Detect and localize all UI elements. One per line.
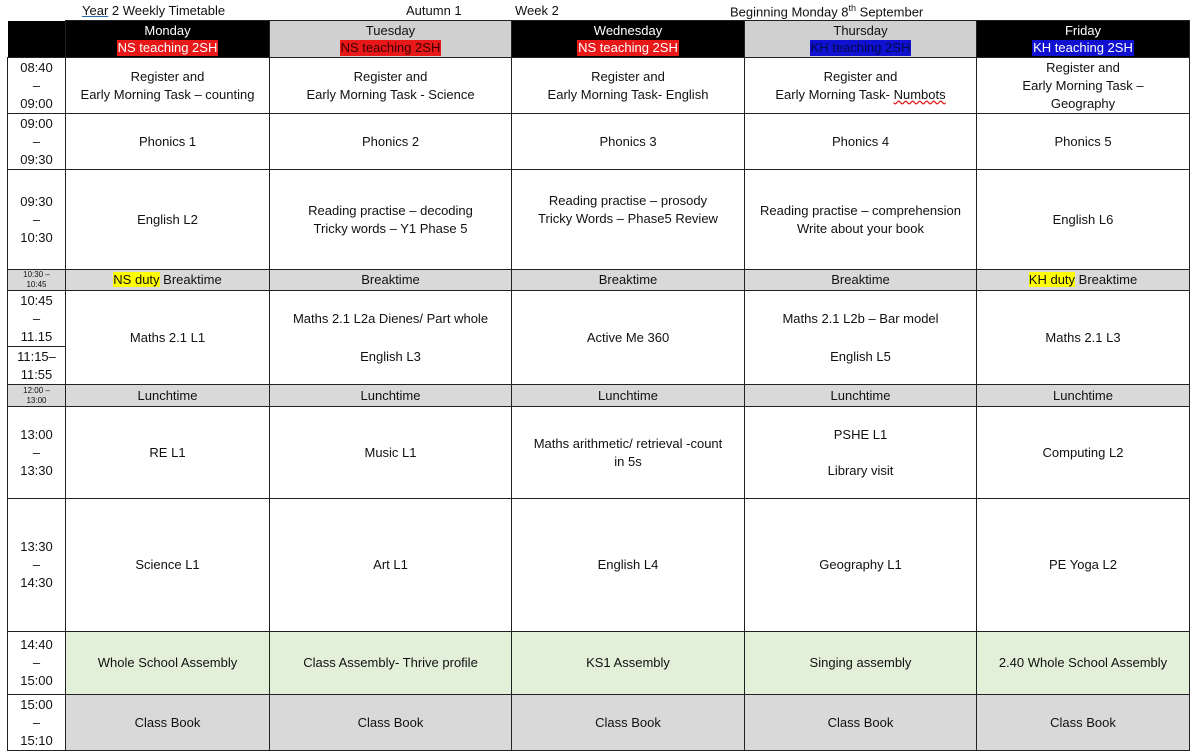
spelling-flag: Numbots [893, 86, 946, 102]
term-label: Autumn 1 [406, 3, 462, 18]
break-cell: Breaktime [745, 270, 977, 291]
teacher-badge: KH teaching 2SH [1033, 40, 1133, 55]
assembly-row [8, 632, 1190, 695]
lesson-cell: Phonics 3 [512, 114, 745, 170]
register-row [8, 58, 1190, 114]
assembly-cell: KS1 Assembly [512, 632, 745, 695]
day-name: Monday [144, 23, 191, 38]
afternoon2-row [8, 499, 1190, 632]
lesson-cell: Phonics 4 [745, 114, 977, 170]
day-name: Friday [1064, 23, 1102, 38]
break-cell: Breaktime [270, 270, 512, 291]
lunch-cell: Lunchtime [745, 385, 977, 407]
teacher-badge: KH teaching 2SH [810, 40, 911, 55]
lesson-cell: English L2 [66, 170, 270, 270]
day-name: Thursday [833, 23, 888, 38]
lesson-cell: Maths 2.1 L2b – Bar model English L5 [745, 291, 977, 385]
lesson-cell: Art L1 [270, 499, 512, 632]
time-slot: 09:00 – 09:30 [8, 114, 66, 170]
lesson-cell: Maths 2.1 L1 [66, 291, 270, 385]
lunch-cell: Lunchtime [512, 385, 745, 407]
title-year-word: Year [82, 3, 109, 18]
lesson-cell: PE Yoga L2 [977, 499, 1190, 632]
duty-highlight: KH duty [1028, 272, 1076, 287]
lunch-cell: Lunchtime [270, 385, 512, 407]
lesson-cell: Active Me 360 [512, 291, 745, 385]
break-cell: KH duty Breaktime [977, 270, 1190, 291]
lesson-cell: Science L1 [66, 499, 270, 632]
week-label: Week 2 [515, 3, 559, 18]
day-header-wednesday [512, 21, 745, 58]
day-header-row [8, 21, 1190, 58]
day-header-monday [66, 21, 270, 58]
beginning-month: September [856, 4, 924, 20]
break-cell: Breaktime [512, 270, 745, 291]
day-header-tuesday [270, 21, 512, 58]
lesson-cell: Register and Early Morning Task- Numbots [745, 58, 977, 114]
time-slot: 08:40 – 09:00 [8, 58, 66, 114]
lesson-cell: Reading practise – comprehension Write about your book [745, 170, 977, 270]
lesson-cell: Maths arithmetic/ retrieval -count in 5s [512, 407, 745, 499]
break-cell: NS duty Breaktime [66, 270, 270, 291]
teacher-badge: NS teaching 2SH [117, 40, 218, 55]
classbook-cell: Class Book [512, 695, 745, 751]
lunchtime-row [8, 385, 1190, 407]
time-corner [8, 21, 66, 58]
lesson-cell: Computing L2 [977, 407, 1190, 499]
assembly-cell: Whole School Assembly [66, 632, 270, 695]
time-slot: 10:45 – 11.15 11:15– 11:55 [8, 291, 66, 385]
phonics-row [8, 114, 1190, 170]
lesson-cell: Register and Early Morning Task – counting [66, 58, 270, 114]
lesson-cell: Geography L1 [745, 499, 977, 632]
day-header-thursday [745, 21, 977, 58]
timetable-grid [7, 20, 1190, 751]
title-rest: 2 Weekly Timetable [108, 3, 226, 18]
time-slot: 12:00 – 13:00 [8, 385, 66, 407]
beginning-text: Beginning Monday 8 [730, 4, 849, 20]
classbook-cell: Class Book [270, 695, 512, 751]
week-beginning-label [730, 3, 923, 19]
day-name: Wednesday [593, 23, 663, 38]
lesson-cell: Phonics 1 [66, 114, 270, 170]
lesson-cell: English L6 [977, 170, 1190, 270]
day-header-friday [977, 21, 1190, 58]
classbook-cell: Class Book [745, 695, 977, 751]
lesson-cell: Reading practise – prosody Tricky Words – Phase5 Review [512, 170, 745, 270]
beginning-suffix: th [848, 3, 857, 13]
afternoon1-row [8, 407, 1190, 499]
lesson-cell: Phonics 5 [977, 114, 1190, 170]
classbook-row [8, 695, 1190, 751]
timetable-title [82, 3, 225, 19]
assembly-cell: Class Assembly- Thrive profile [270, 632, 512, 695]
teacher-badge: NS teaching 2SH [340, 40, 441, 55]
classbook-cell: Class Book [66, 695, 270, 751]
assembly-cell: 2.40 Whole School Assembly [977, 632, 1190, 695]
maths-row [8, 291, 1190, 385]
lesson-cell: Music L1 [270, 407, 512, 499]
lunch-cell: Lunchtime [66, 385, 270, 407]
lesson-cell: Register and Early Morning Task- English [512, 58, 745, 114]
duty-highlight: NS duty [113, 272, 160, 287]
lesson-cell: Phonics 2 [270, 114, 512, 170]
time-slot: 13:30 – 14:30 [8, 499, 66, 632]
assembly-cell: Singing assembly [745, 632, 977, 695]
lesson-cell: English L4 [512, 499, 745, 632]
lesson-cell: Reading practise – decoding Tricky words – Y1 Phase 5 [270, 170, 512, 270]
reading-row [8, 170, 1190, 270]
classbook-cell: Class Book [977, 695, 1190, 751]
day-name: Tuesday [365, 23, 416, 38]
lesson-cell: RE L1 [66, 407, 270, 499]
time-slot: 15:00 – 15:10 [8, 695, 66, 751]
lesson-cell: Maths 2.1 L2a Dienes/ Part whole English L3 [270, 291, 512, 385]
teacher-badge: NS teaching 2SH [578, 40, 678, 55]
lesson-cell: Maths 2.1 L3 [977, 291, 1190, 385]
lesson-cell: PSHE L1 Library visit [745, 407, 977, 499]
time-slot: 13:00 – 13:30 [8, 407, 66, 499]
lesson-cell: Register and Early Morning Task - Science [270, 58, 512, 114]
breaktime-row [8, 270, 1190, 291]
lunch-cell: Lunchtime [977, 385, 1190, 407]
time-slot: 14:40 – 15:00 [8, 632, 66, 695]
time-slot: 09:30 – 10:30 [8, 170, 66, 270]
lesson-cell: Register and Early Morning Task – Geography [977, 58, 1190, 114]
time-slot: 10:30 – 10:45 [8, 270, 66, 291]
